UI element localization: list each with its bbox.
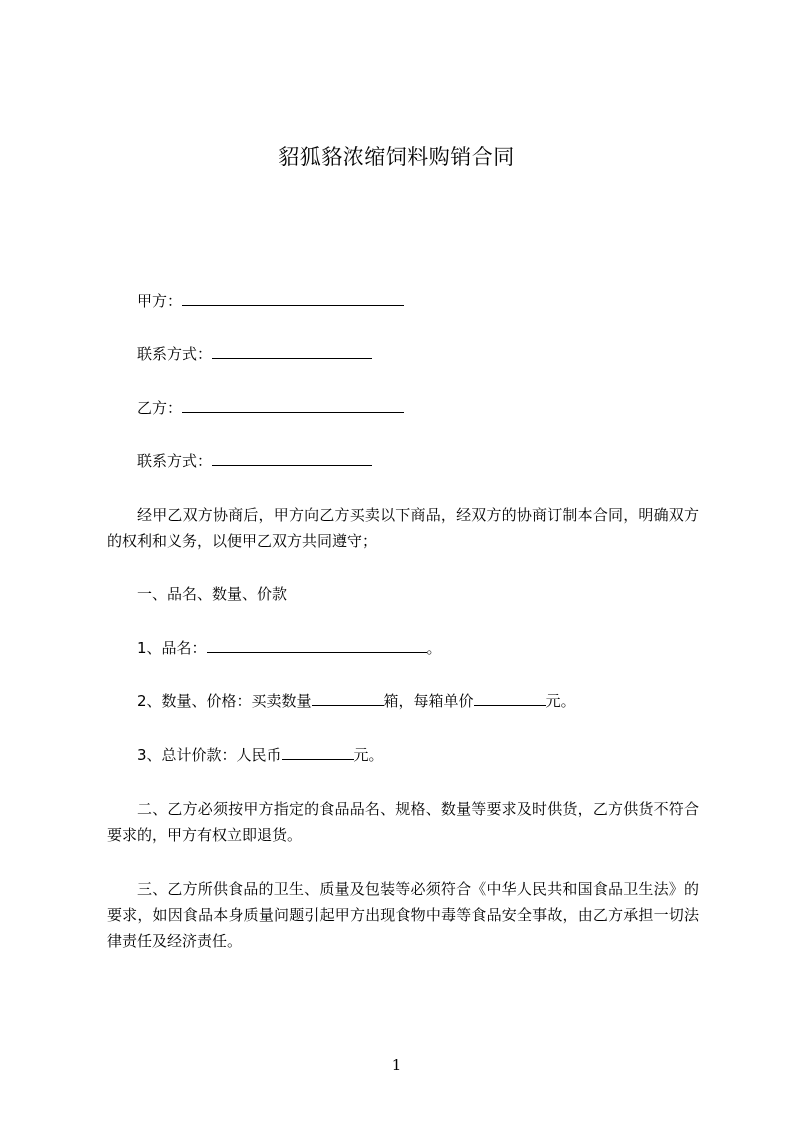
- item-1-blank: [207, 638, 427, 653]
- quantity-blank: [312, 691, 384, 706]
- section-1-heading: 一、品名、数量、价款: [137, 585, 288, 603]
- item-3-suffix: 元。: [353, 746, 384, 764]
- document-title: 貂狐貉浓缩饲料购销合同: [278, 145, 515, 169]
- item-1-suffix: 。: [426, 639, 442, 657]
- section-2-paragraph: 二、乙方必须按甲方指定的食品品名、规格、数量等要求及时供货，乙方供货不符合要求的，甲方有权立即退货。: [107, 800, 699, 844]
- item-2-suffix: 元。: [545, 692, 576, 710]
- contact-a-blank: [212, 344, 372, 359]
- party-a-line: [137, 291, 404, 311]
- party-a-label: 甲方：: [137, 292, 183, 310]
- party-a-blank: [182, 291, 404, 306]
- total-price-blank: [282, 745, 354, 760]
- contact-b-label: 联系方式：: [137, 452, 213, 470]
- item-1-line: [137, 638, 442, 658]
- contact-b-blank: [212, 451, 372, 466]
- contact-a-label: 联系方式：: [137, 345, 213, 363]
- item-3-label: 3、总计价款：人民币: [137, 746, 282, 764]
- party-b-blank: [182, 398, 404, 413]
- section-3-paragraph: 三、乙方所供食品的卫生、质量及包装等必须符合《中华人民共和国食品卫生法》的要求，如因食品本身质量问题引起甲方出现食物中毒等食品安全事故，由乙方承担一切法律责任及经济责任。: [107, 880, 699, 950]
- contact-b-line: [137, 451, 372, 471]
- party-b-label: 乙方：: [137, 399, 183, 417]
- item-1-label: 1、品名：: [137, 639, 207, 657]
- item-2-mid: 箱，每箱单价: [383, 692, 474, 710]
- contact-a-line: [137, 344, 372, 364]
- intro-paragraph: 经甲乙双方协商后，甲方向乙方买卖以下商品，经双方的协商订制本合同，明确双方的权利和义务，以便甲乙双方共同遵守；: [107, 506, 699, 550]
- item-2-line: [137, 691, 576, 711]
- unit-price-blank: [474, 691, 546, 706]
- item-2-label: 2、数量、价格：买卖数量: [137, 692, 312, 710]
- item-3-line: [137, 745, 384, 765]
- party-b-line: [137, 398, 404, 418]
- page-number: 1: [391, 1056, 402, 1074]
